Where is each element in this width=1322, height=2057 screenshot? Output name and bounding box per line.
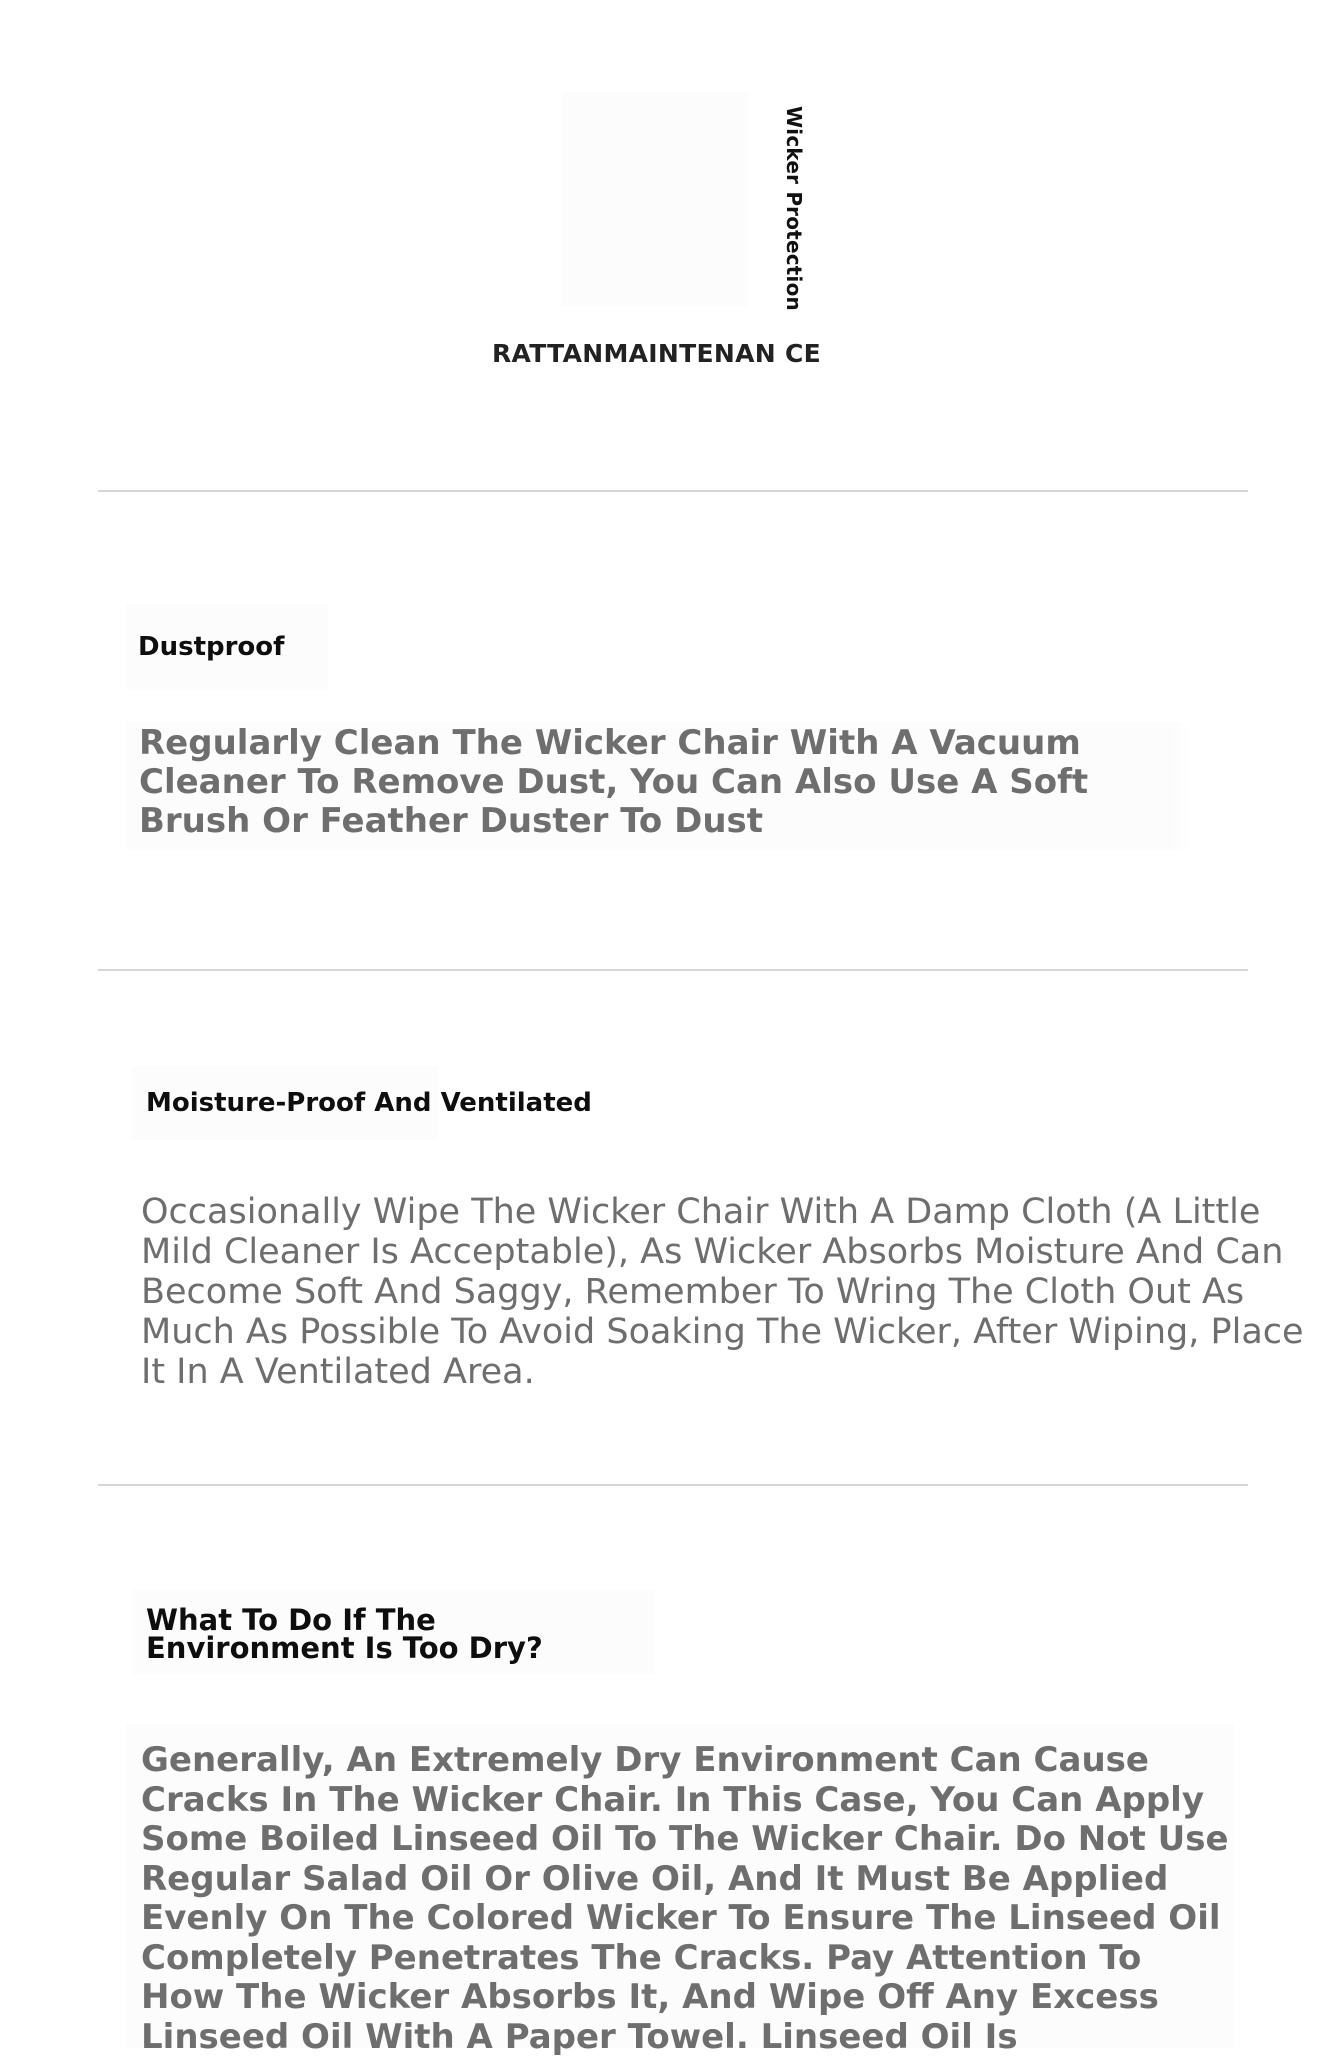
section-divider [98, 1484, 1248, 1486]
wicker-protection-label: Wicker Protection [782, 106, 806, 311]
section-body-dustproof [126, 722, 1192, 850]
brand-name: RATTANMAINTENAN CE [492, 339, 821, 368]
section-body-text: Regularly Clean The Wicker Chair With A Vacuum Cleaner To Remove Dust, You Can Also Use A Soft Brush Or Feather Duster To Dust [139, 723, 1089, 841]
section-body-text: Generally, An Extremely Dry Environment Can Cause Cracks In The Wicker Chair. In This Case, You Can Apply Some Boiled Linseed Oil To The Wicker Chair. Do Not Use Regular Salad Oil Or Olive Oil, And It Must Be Applied Evenly On The Colored Wicker To Ensure The Linseed Oil Completely Penetrates The Cracks. Pay Attention To How The Wicker Absorbs It, And Wipe Off Any Excess Linseed Oil With A Paper Towel. Linseed Oil Is [141, 1740, 1229, 2057]
section-title-too-dry: What To Do If The Environment Is Too Dry? [132, 1590, 654, 1674]
section-body-text: Occasionally Wipe The Wicker Chair With A Damp Cloth (A Little Mild Cleaner Is Acceptable), As Wicker Absorbs Moisture And Can Become Soft And Saggy, Remember To Wring The Cloth Out As Much As Possible To Avoid Soaking The Wicker, After Wiping, Place It In A Ventilated Area. [141, 1192, 1304, 1392]
logo-image-placeholder [562, 92, 748, 306]
section-title-dustproof: Dustproof [126, 604, 328, 690]
section-divider [98, 490, 1248, 492]
section-body-moisture-proof [126, 1186, 1322, 1392]
section-divider [98, 969, 1248, 971]
section-body-too-dry [126, 1724, 1234, 2057]
section-title-moisture-proof: Moisture-Proof And Ventilated [132, 1066, 438, 1140]
